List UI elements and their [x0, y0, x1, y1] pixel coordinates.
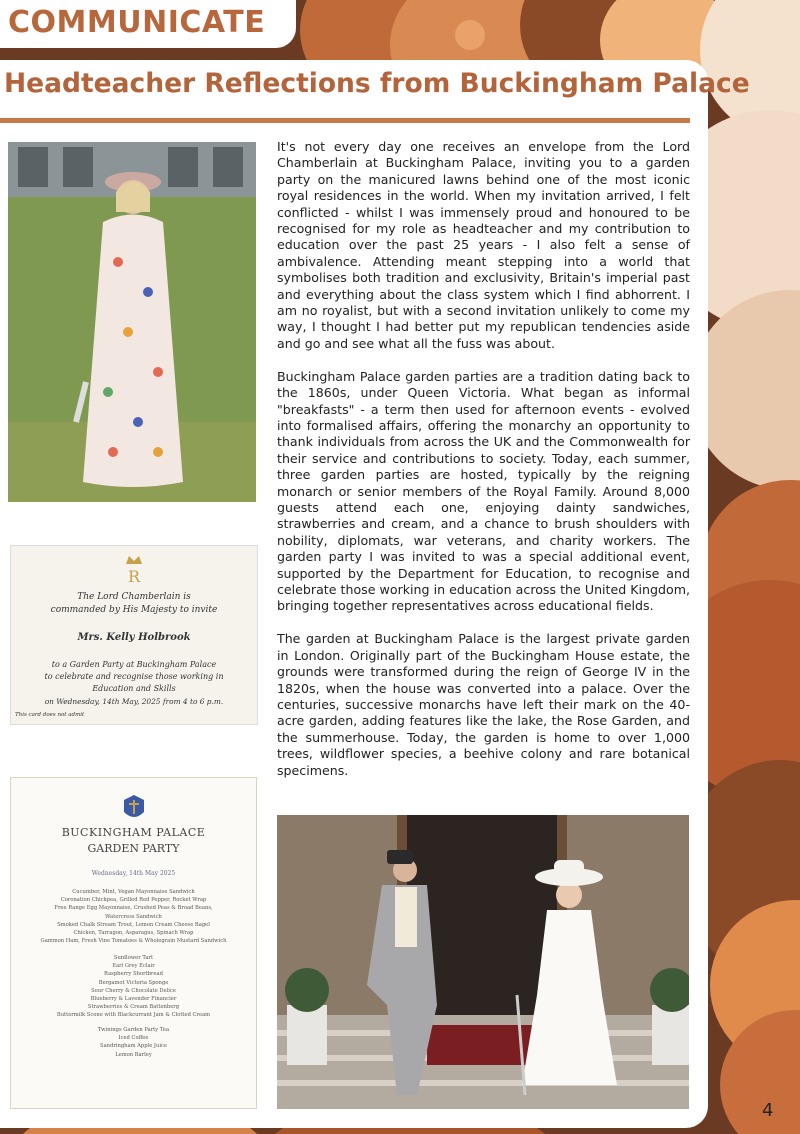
menu-item: Chicken, Tarragon, Asparagus, Spinach Wrap	[73, 930, 194, 937]
menu-item: Strawberries & Cream Battenberg	[87, 1004, 180, 1011]
menu-item: Free Range Egg Mayonnaise, Crushed Peas & Broad Beans,	[54, 905, 213, 912]
title-divider	[0, 118, 690, 123]
invite-line3: to a Garden Party at Buckingham Palace	[51, 660, 217, 669]
royal-crest-icon	[121, 794, 147, 822]
menu-item: Sunflower Tart	[113, 955, 154, 961]
invite-footnote: This card does not admit	[15, 712, 85, 718]
article-title: Headteacher Reflections from Buckingham Palace	[4, 68, 750, 99]
menu-item: Smoked Chalk Stream Trout, Lemon Cream Cheese Bagel	[57, 921, 210, 928]
menu-item: Bergamot Victoria Sponge	[98, 979, 169, 986]
garden-party-menu	[10, 777, 257, 1109]
invite-line6: on Wednesday, 14th May, 2025 from 4 to 6 p.m.	[44, 697, 224, 706]
menu-item: Earl Grey Eclair	[112, 963, 155, 970]
article-paragraph: It's not every day one receives an envelope from the Lord Chamberlain at Buckingham Palace, inviting you to a garden party on the manicured lawns behind one of the most iconic royal residences in the world. When my invitation arrived, I felt conflicted - whilst I was immensely proud and honoured to be recognised for my role as headteacher and my contribution to education over the past 25 years - I also felt a sense of ambivalence. Attending meant stepping into a world that symbolises both tradition and exclusivity, Britain's imperial past and everything about the class system which I find abhorrent. I am no royalist, but with a second invitation unlikely to come my way, I thought I had better put my republican tendencies aside and go and see what all the fuss was about.	[277, 139, 690, 351]
menu-savoury-list	[21, 888, 246, 945]
menu-item: Iced Coffee	[118, 1035, 149, 1042]
invite-line5: Education and Skills	[92, 684, 176, 693]
invite-guest: Mrs. Kelly Holbrook	[77, 632, 191, 643]
menu-item: Gammon Ham, Fresh Vine Tomatoes & Wholegrain Mustard Sandwich	[40, 938, 227, 945]
menu-item: Sour Cherry & Chocolate Delice	[91, 987, 176, 994]
menu-item: Raspberry Shortbread	[104, 971, 163, 978]
article-paragraph: Buckingham Palace garden parties are a tradition dating back to the 1860s, under Queen Victoria. What began as informal "breakfasts" - a term then used for afternoon events - evolved into formalised affairs, offering the monarchy an opportunity to thank individuals from across the UK and the Commonwealth for their service and contributions to society. Today, each summer, three garden parties are hosted, typically by the reigning monarch or senior members of the Royal Family. Around 8,000 guests attend each one, enjoying dainty sandwiches, strawberries and cream, and a chance to brush shoulders with nobility, diplomats, war veterans, and charity workers. The garden party I was invited to was a special additional event, supported by the Department for Education, to recognise and celebrate those working in education across the United Kingdom, bringing together representatives across educational fields.	[277, 368, 690, 614]
page-number: 4	[762, 1100, 774, 1121]
menu-item: Twinings Garden Party Tea	[97, 1027, 170, 1033]
menu-item: Coronation Chickpea, Grilled Red Pepper, Rocket Wrap	[60, 897, 207, 904]
menu-item: Buttermilk Scone with Blackcurrant Jam & Clotted Cream	[56, 1012, 211, 1019]
menu-sweet-list	[21, 954, 246, 1020]
invite-line2: commanded by His Majesty to invite	[50, 605, 218, 615]
menu-item: Lemon Barley	[115, 1051, 152, 1058]
menu-item: Sandringham Apple Juice	[100, 1043, 167, 1050]
invitation-card	[10, 545, 258, 725]
royal-couple-photo	[277, 815, 689, 1109]
menu-date: Wednesday, 14th May 2025	[91, 870, 176, 877]
section-label: COMMUNICATE	[8, 5, 266, 40]
invite-line4: to celebrate and recognise those working in	[44, 672, 224, 681]
article-body	[277, 139, 690, 796]
menu-item: Cucumber, Mint, Vegan Mayonnaise Sandwich	[72, 889, 195, 895]
section-tab	[0, 0, 296, 48]
menu-item: Watercress Sandwich	[105, 913, 162, 920]
invite-line1: The Lord Chamberlain is	[77, 592, 191, 602]
menu-heading-1: BUCKINGHAM PALACE	[61, 826, 206, 839]
article-paragraph: The garden at Buckingham Palace is the largest private garden in London. Originally part of the Buckingham House estate, the grounds were transformed during the reign of George IV in the 1820s, when the house was converted into a palace. Over the centuries, successive monarchs have left their mark on the 40-acre garden, adding features like the lake, the Rose Garden, and the summerhouse. Today, the garden is home to over 1,000 trees, wildflower species, a beehive colony and rare botanical specimens.	[277, 631, 690, 778]
menu-drinks-list	[21, 1026, 246, 1059]
svg-text:R: R	[127, 567, 141, 586]
menu-heading-2: GARDEN PARTY	[87, 842, 180, 855]
crown-emblem-icon	[123, 552, 145, 588]
headteacher-photo	[8, 142, 256, 502]
menu-item: Blueberry & Lavender Financier	[90, 996, 177, 1003]
